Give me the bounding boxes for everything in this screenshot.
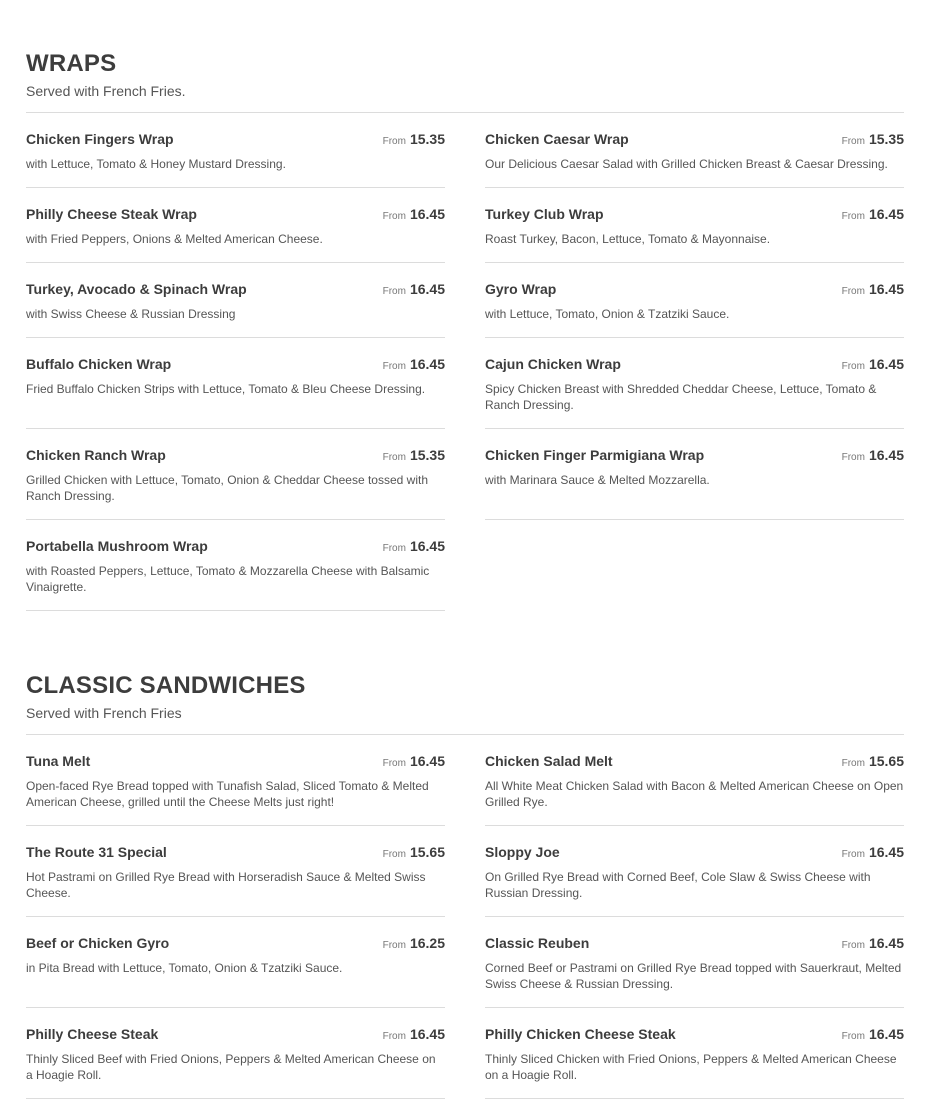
item-description: Open-faced Rye Bread topped with Tunafish Salad, Sliced Tomato & Melted American Cheese, grilled until the Cheese Melts just right! [26, 779, 429, 809]
menu-item[interactable] [485, 263, 904, 338]
price-from-label: From [841, 758, 865, 769]
price-from-label: From [382, 286, 406, 297]
menu-item[interactable] [26, 735, 445, 826]
item-price [383, 131, 445, 149]
menu-item[interactable] [485, 1008, 904, 1099]
price-amount: 16.45 [868, 356, 904, 372]
item-name: Portabella Mushroom Wrap [26, 538, 208, 554]
section-subtitle: Served with French Fries. [26, 83, 186, 99]
item-description: with Roasted Peppers, Lettuce, Tomato & Mozzarella Cheese with Balsamic Vinaigrette. [26, 564, 430, 594]
item-price [842, 1026, 904, 1044]
item-price [383, 356, 445, 374]
price-from-label: From [841, 849, 865, 860]
price-amount: 16.45 [868, 281, 904, 297]
menu-item[interactable] [485, 113, 904, 188]
price-from-label: From [841, 136, 865, 147]
menu-item[interactable] [485, 735, 904, 826]
menu-item[interactable] [485, 338, 904, 429]
menu-item[interactable] [26, 1008, 445, 1099]
item-name: Philly Cheese Steak Wrap [26, 206, 197, 222]
price-from-label: From [382, 543, 406, 554]
menu-item[interactable] [26, 826, 445, 917]
item-price [383, 538, 445, 556]
item-price [842, 131, 904, 149]
item-name: Chicken Ranch Wrap [26, 447, 166, 463]
price-from-label: From [382, 136, 406, 147]
menu-item[interactable] [26, 338, 445, 429]
price-amount: 15.35 [409, 131, 445, 147]
menu-item[interactable] [26, 917, 445, 1008]
price-from-label: From [841, 452, 865, 463]
item-name: Philly Cheese Steak [26, 1026, 159, 1042]
item-description: with Marinara Sauce & Melted Mozzarella. [485, 473, 710, 487]
menu-item[interactable] [485, 188, 904, 263]
price-amount: 16.45 [868, 844, 904, 860]
item-price [842, 356, 904, 374]
price-amount: 16.45 [409, 1026, 445, 1042]
menu-item[interactable] [485, 826, 904, 917]
menu-grid [26, 735, 904, 1099]
item-description: Our Delicious Caesar Salad with Grilled Chicken Breast & Caesar Dressing. [485, 157, 888, 171]
price-from-label: From [841, 286, 865, 297]
item-name: Chicken Finger Parmigiana Wrap [485, 447, 705, 463]
item-description: Spicy Chicken Breast with Shredded Cheddar Cheese, Lettuce, Tomato & Ranch Dressing. [485, 382, 877, 412]
menu-item[interactable] [26, 520, 445, 611]
item-price [842, 447, 904, 465]
item-description: with Lettuce, Tomato & Honey Mustard Dressing. [26, 157, 286, 171]
menu-item[interactable] [26, 429, 445, 520]
item-description: Corned Beef or Pastrami on Grilled Rye Bread topped with Sauerkraut, Melted Swiss Cheese & Russian Dressing. [485, 961, 902, 991]
item-name: Gyro Wrap [485, 281, 557, 297]
item-name: Turkey Club Wrap [485, 206, 604, 222]
price-from-label: From [382, 849, 406, 860]
wraps-section [26, 50, 904, 594]
item-price [383, 935, 445, 953]
item-name: Beef or Chicken Gyro [26, 935, 170, 951]
item-description: with Fried Peppers, Onions & Melted American Cheese. [26, 232, 323, 246]
price-amount: 16.45 [409, 356, 445, 372]
item-description: On Grilled Rye Bread with Corned Beef, Cole Slaw & Swiss Cheese with Russian Dressing. [485, 870, 871, 900]
item-name: Cajun Chicken Wrap [485, 356, 621, 372]
sandwiches-section [26, 672, 904, 1082]
price-amount: 16.45 [409, 206, 445, 222]
price-amount: 15.35 [868, 131, 904, 147]
item-price [842, 844, 904, 862]
menu-item[interactable] [26, 113, 445, 188]
item-price [383, 844, 445, 862]
section-subtitle: Served with French Fries [26, 705, 182, 721]
price-from-label: From [382, 1031, 406, 1042]
price-from-label: From [841, 1031, 865, 1042]
item-description: Thinly Sliced Chicken with Fried Onions, Peppers & Melted American Cheese on a Hoagie Roll. [485, 1052, 897, 1082]
item-description: with Lettuce, Tomato, Onion & Tzatziki Sauce. [485, 307, 730, 321]
item-price [383, 1026, 445, 1044]
menu-item[interactable] [26, 188, 445, 263]
price-from-label: From [382, 940, 406, 951]
item-description: with Swiss Cheese & Russian Dressing [26, 307, 236, 321]
menu-item[interactable] [26, 263, 445, 338]
item-price [383, 281, 445, 299]
item-name: Chicken Caesar Wrap [485, 131, 629, 147]
price-amount: 16.45 [868, 1026, 904, 1042]
price-amount: 16.45 [409, 538, 445, 554]
item-description: Hot Pastrami on Grilled Rye Bread with Horseradish Sauce & Melted Swiss Cheese. [26, 870, 426, 900]
item-price [842, 206, 904, 224]
price-amount: 15.65 [868, 753, 904, 769]
item-name: Chicken Salad Melt [485, 753, 613, 769]
section-title: WRAPS [26, 50, 117, 77]
menu-grid [26, 113, 904, 611]
price-from-label: From [841, 211, 865, 222]
item-name: Turkey, Avocado & Spinach Wrap [26, 281, 247, 297]
item-name: The Route 31 Special [26, 844, 167, 860]
price-amount: 15.35 [409, 447, 445, 463]
price-from-label: From [382, 361, 406, 372]
price-from-label: From [841, 361, 865, 372]
price-from-label: From [382, 211, 406, 222]
item-description: All White Meat Chicken Salad with Bacon & Melted American Cheese on Open Grilled Rye. [485, 779, 904, 809]
item-price [383, 206, 445, 224]
price-amount: 16.45 [868, 935, 904, 951]
item-name: Buffalo Chicken Wrap [26, 356, 172, 372]
price-from-label: From [382, 758, 406, 769]
price-from-label: From [841, 940, 865, 951]
price-amount: 16.45 [868, 447, 904, 463]
item-description: Roast Turkey, Bacon, Lettuce, Tomato & Mayonnaise. [485, 232, 771, 246]
item-price [842, 281, 904, 299]
item-name: Tuna Melt [26, 753, 91, 769]
item-price [842, 753, 904, 771]
price-amount: 15.65 [409, 844, 445, 860]
item-price [383, 753, 445, 771]
price-amount: 16.25 [409, 935, 445, 951]
menu-item[interactable] [485, 917, 904, 1008]
menu-item[interactable] [485, 429, 904, 520]
item-description: in Pita Bread with Lettuce, Tomato, Onion & Tzatziki Sauce. [26, 961, 343, 975]
price-amount: 16.45 [868, 206, 904, 222]
price-amount: 16.45 [409, 753, 445, 769]
item-price [383, 447, 445, 465]
price-from-label: From [382, 452, 406, 463]
empty-cell [485, 520, 904, 611]
item-description: Fried Buffalo Chicken Strips with Lettuce, Tomato & Bleu Cheese Dressing. [26, 382, 426, 396]
item-description: Thinly Sliced Beef with Fried Onions, Peppers & Melted American Cheese on a Hoagie Roll. [26, 1052, 436, 1082]
item-price [842, 935, 904, 953]
item-description: Grilled Chicken with Lettuce, Tomato, Onion & Cheddar Cheese tossed with Ranch Dressing. [26, 473, 428, 503]
item-name: Philly Chicken Cheese Steak [485, 1026, 676, 1042]
item-name: Sloppy Joe [485, 844, 560, 860]
section-title: CLASSIC SANDWICHES [26, 672, 306, 699]
price-amount: 16.45 [409, 281, 445, 297]
item-name: Classic Reuben [485, 935, 590, 951]
item-name: Chicken Fingers Wrap [26, 131, 174, 147]
